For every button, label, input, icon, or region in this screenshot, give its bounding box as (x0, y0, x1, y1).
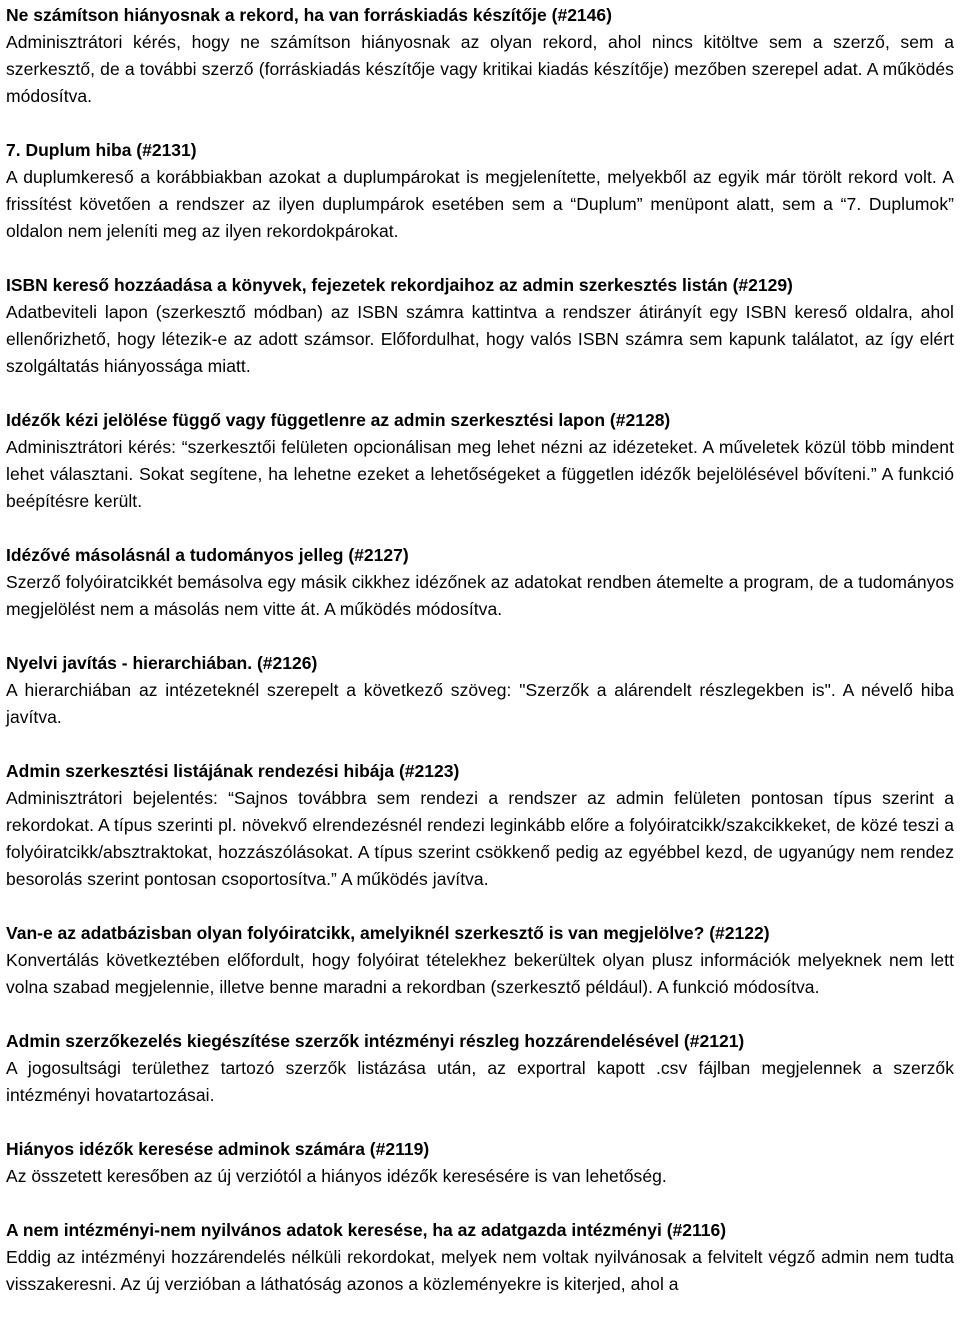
section-heading: Hiányos idézők keresése adminok számára (#2119) (6, 1139, 430, 1159)
section-heading: Idézővé másolásnál a tudományos jelleg (#2127) (6, 545, 409, 565)
section-2121 (6, 1028, 954, 1109)
section-2129 (6, 272, 954, 380)
section-2126 (6, 650, 954, 731)
section-heading: A nem intézményi-nem nyilvános adatok keresése, ha az adatgazda intézményi (#2116) (6, 1220, 727, 1240)
section-heading: Ne számítson hiányosnak a rekord, ha van forráskiadás készítője (#2146) (6, 5, 612, 25)
section-heading: Nyelvi javítás - hierarchiában. (#2126) (6, 653, 318, 673)
section-body: A jogosultsági területhez tartozó szerzők listázása után, az exportral kapott .csv fájlban megjelennek a szerzők intézményi hovatartozásai. (6, 1058, 954, 1105)
section-body: Adminisztrátori bejelentés: “Sajnos továbbra sem rendezi a rendszer az admin felületen pontosan típus szerint a rekordokat. A típus szerinti pl. növekvő elrendezésnél rendezi leginkább előre a folyóiratcikk/szakcikkeket, de közé teszi a folyóiratcikk/absztraktokat, hozzászólásokat. A típus szerint csökkenő pedig az egyébbel kezd, de ugyanúgy nem rendez besorolás szerint pontosan csoportosítva.” A működés javítva. (6, 788, 954, 889)
section-2131 (6, 137, 954, 245)
section-body: Adminisztrátori kérés, hogy ne számítson hiányosnak az olyan rekord, ahol nincs kitöltve sem a szerző, sem a szerkesztő, de a további szerző (forráskiadás készítője vagy kritikai kiadás készítője) mezőben szerepel adat. A működés módosítva. (6, 32, 954, 106)
section-body: A duplumkereső a korábbiakban azokat a duplumpárokat is megjelenítette, melyekből az egyik már törölt rekord volt. A frissítést követően a rendszer az ilyen duplumpárok esetében sem a “Duplum” menüpont alatt, sem a “7. Duplumok” oldalon nem jeleníti meg az ilyen rekordokpárokat. (6, 167, 954, 241)
section-2122 (6, 920, 954, 1001)
section-heading: Admin szerzőkezelés kiegészítése szerzők intézményi részleg hozzárendelésével (#2121) (6, 1031, 745, 1051)
section-body: A hierarchiában az intézeteknél szerepelt a következő szöveg: "Szerzők a alárendelt részlegekben is". A névelő hiba javítva. (6, 680, 954, 727)
section-body: Az összetett keresőben az új verziótól a hiányos idézők keresésére is van lehetőség. (6, 1166, 667, 1186)
section-2119 (6, 1136, 954, 1190)
section-2123 (6, 758, 954, 893)
section-heading: Van-e az adatbázisban olyan folyóiratcikk, amelyiknél szerkesztő is van megjelölve? (#2122) (6, 923, 770, 943)
section-body: Adminisztrátori kérés: “szerkesztői felületen opcionálisan meg lehet nézni az idézeteket. A műveletek közül több mindent lehet választani. Sokat segítene, ha lehetne ezeket a lehetőségeket a független idézők bejelölésével bővíteni.” A funkció beépítésre került. (6, 437, 954, 511)
section-2116 (6, 1217, 954, 1298)
section-heading: 7. Duplum hiba (#2131) (6, 140, 197, 160)
section-2146 (6, 2, 954, 110)
section-2128 (6, 407, 954, 515)
section-heading: ISBN kereső hozzáadása a könyvek, fejezetek rekordjaihoz az admin szerkesztés listán (#2129) (6, 275, 793, 295)
section-heading: Idézők kézi jelölése függő vagy függetlenre az admin szerkesztési lapon (#2128) (6, 410, 671, 430)
section-body: Szerző folyóiratcikkét bemásolva egy másik cikkhez idézőnek az adatokat rendben átemelte a program, de a tudományos megjelölést nem a másolás nem vitte át. A működés módosítva. (6, 572, 954, 619)
section-2127 (6, 542, 954, 623)
section-heading: Admin szerkesztési listájának rendezési hibája (#2123) (6, 761, 460, 781)
section-body: Eddig az intézményi hozzárendelés nélküli rekordokat, melyek nem voltak nyilvánosak a felvitelt végző admin nem tudta visszakeresni. Az új verzióban a láthatóság azonos a közleményekre is kiterjed, ahol a (6, 1247, 954, 1294)
section-body: Adatbeviteli lapon (szerkesztő módban) az ISBN számra kattintva a rendszer átirányít egy ISBN kereső oldalra, ahol ellenőrizhető, hogy létezik-e az adott számsor. Előfordulhat, hogy valós ISBN számra sem kapunk találatot, az így elért szolgáltatás hiányossága miatt. (6, 302, 954, 376)
section-body: Konvertálás következtében előfordult, hogy folyóirat tételekhez bekerültek olyan plusz információk melyeknek nem lett volna szabad megjelennie, illetve benne maradni a rekordban (szerkesztő például). A funkció módosítva. (6, 950, 954, 997)
